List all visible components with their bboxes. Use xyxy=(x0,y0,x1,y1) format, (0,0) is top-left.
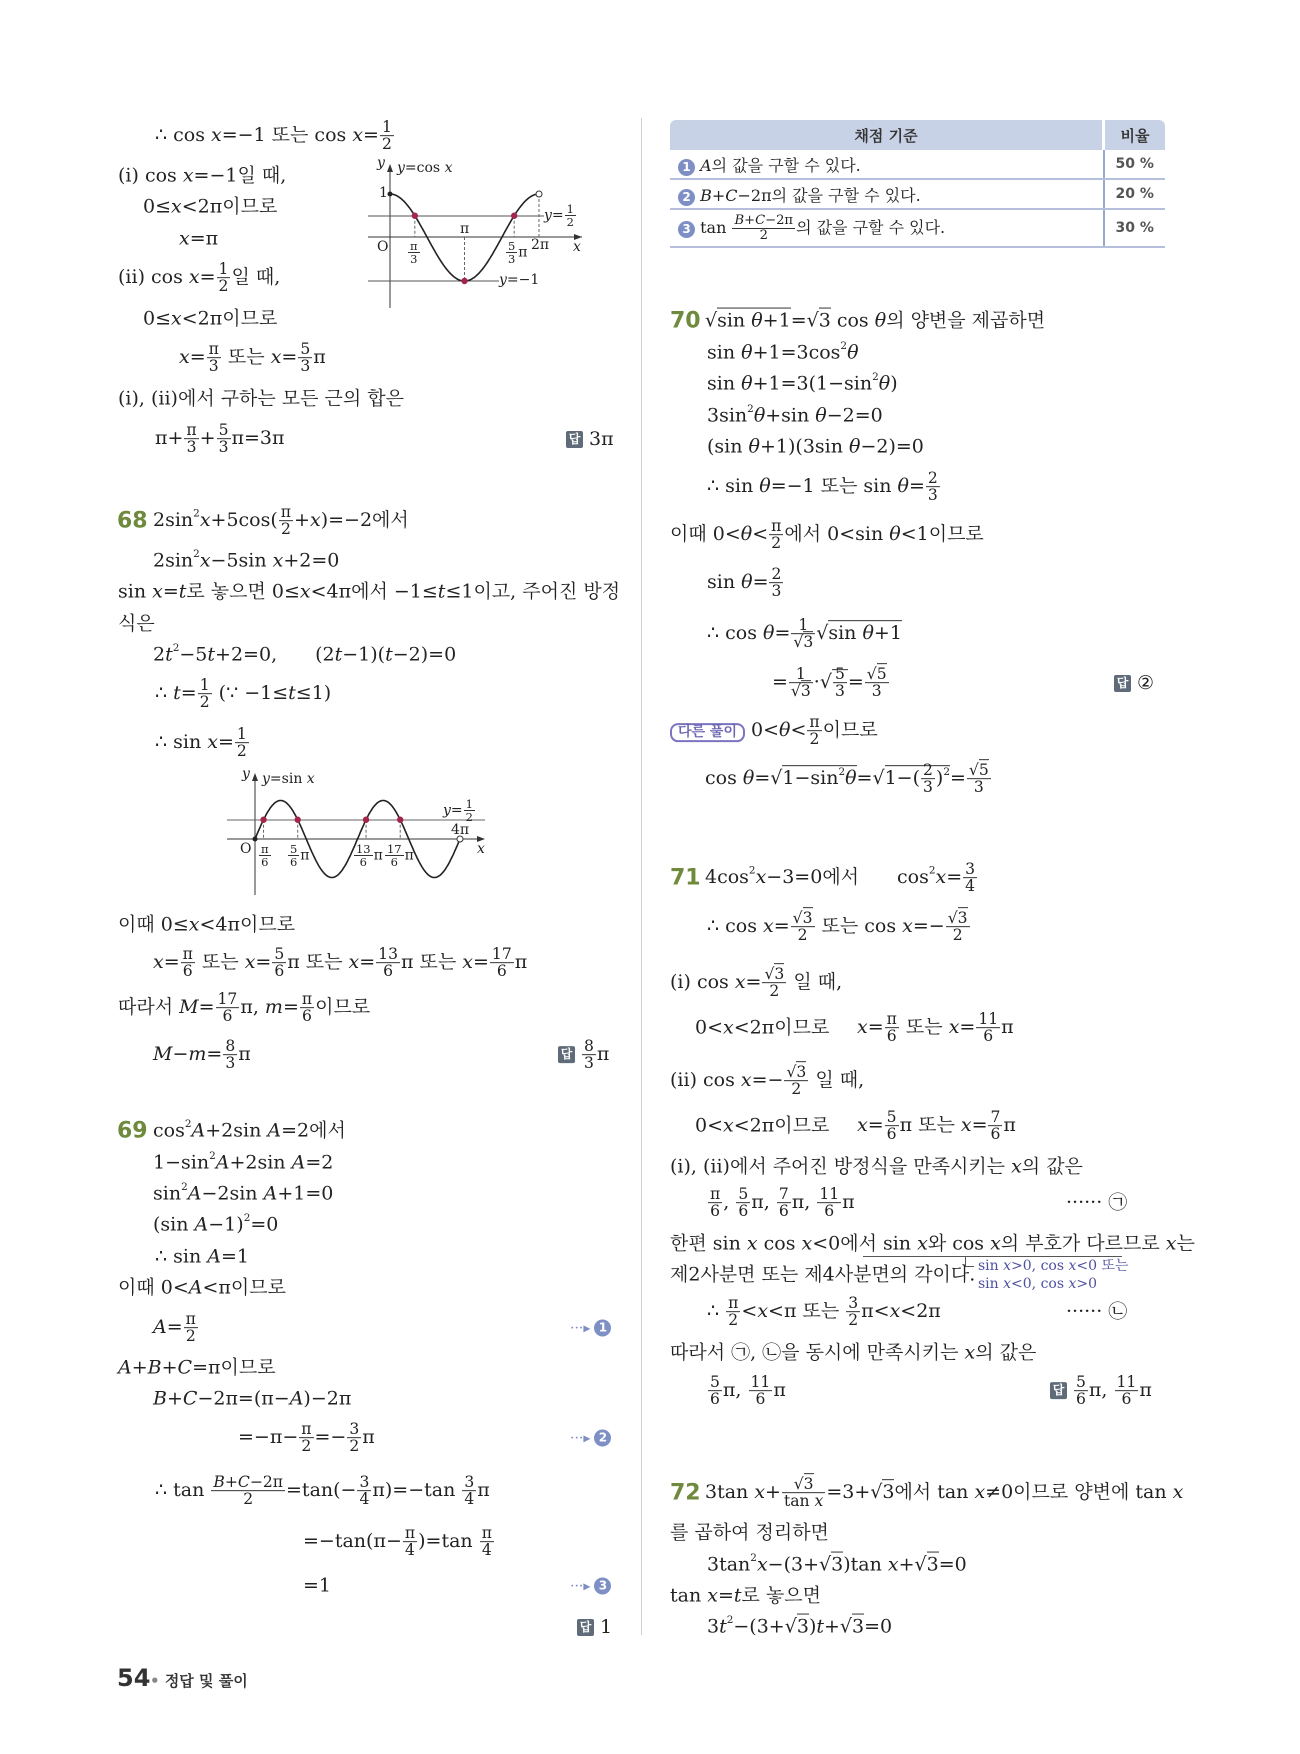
step-number: 2 xyxy=(678,189,695,206)
line-neg-label: y=−1 xyxy=(499,272,540,288)
criterion-text: A의 값을 구할 수 있다. xyxy=(700,155,861,175)
solution-line: ∴ sin θ=−1 또는 sin θ= $\frac{2}{3}$ xyxy=(707,469,938,505)
solution-line: M−m= $\frac{8}{3}$ π xyxy=(153,1037,251,1073)
solution-line: $\cos^2A+2\sin$ A=2에서 xyxy=(153,1118,346,1142)
answer-badge: 답 xyxy=(1050,1383,1067,1400)
solution-line: ∴ $\frac{\pi}{2}$ <x<π 또는 $\frac{3}{2}$ π<x<2π xyxy=(707,1294,941,1330)
solution-line: $3\tan^2x-(3+√3)\tan$ x+√3=0 xyxy=(707,1552,967,1576)
solution-line: $2\sin^2x-5\sin$ x+2=0 xyxy=(153,548,340,572)
origin-label: O xyxy=(240,841,252,857)
solution-line: (i) cos x= $\frac{√3}{2}$ 일 때, xyxy=(670,965,843,1001)
tick-4pi: 4π xyxy=(451,822,470,838)
ratio-cell: 30 % xyxy=(1104,209,1166,247)
step-number: 1 xyxy=(678,159,695,176)
answer xyxy=(558,1038,609,1072)
solution-line: ∴ sin x= $\frac{1}{2}$ xyxy=(155,725,247,761)
solution-line: sin x=t로 놓으면 0≤x<4π에서 −1≤t≤1이고, 주어진 방정 xyxy=(118,580,621,603)
intersection-point xyxy=(461,278,467,284)
solution-line: ∴ tan $\frac{B+C-2\pi}{2}$ =tan(− $\frac{3}{4}$ π)=−tan $\frac{3}{4}$ π xyxy=(155,1473,490,1509)
step-number: 2 xyxy=(594,1430,611,1447)
solution-line: x= $\frac{\pi}{3}$ 또는 x= $\frac{5}{3}$ π xyxy=(179,340,326,376)
solution-line: 따라서 ㉠, ㉡을 동시에 만족시키는 x의 값은 xyxy=(670,1341,1037,1364)
solution-line: =−π− $\frac{\pi}{2}$ =− $\frac{3}{2}$ π xyxy=(238,1420,375,1456)
criterion-text: B+C−2π의 값을 구할 수 있다. xyxy=(700,185,921,205)
intersection-point xyxy=(295,817,301,823)
solution-line: $\sin^2A-2\sin$ A+1=0 xyxy=(153,1181,334,1205)
solution-line: x= $\frac{\pi}{6}$ 또는 x= $\frac{5}{6}$ π 또는 x= $\frac{13}{6}$ π 또는 x= $\frac{17}{6}$ π xyxy=(153,945,528,981)
column-header: 채점 기준 xyxy=(670,120,1104,150)
solution-line: ∴ cos θ= $\frac{1}{√3}$ √sin θ+1 xyxy=(707,616,902,652)
answer-badge: 답 xyxy=(566,431,583,448)
solution-line: 이때 0≤x<4π이므로 xyxy=(118,913,296,936)
y-axis-arrow xyxy=(252,773,258,781)
intersection-point xyxy=(363,817,369,823)
underline xyxy=(863,1256,1122,1257)
solution-line: ∴ cos x=−1 또는 cos x= $\frac{1}{2}$ xyxy=(155,118,392,154)
y-axis-label: y xyxy=(242,766,250,782)
solution-line: 이때 0<A<π이므로 xyxy=(118,1276,286,1299)
problem-number: 70 xyxy=(670,308,701,334)
solution-line: (i), (ii)에서 구하는 모든 근의 합은 xyxy=(118,387,405,410)
solution-line: =−tan(π− $\frac{\pi}{4}$ )=tan $\frac{\pi}{4}$ xyxy=(303,1524,492,1560)
footer-title: • 정답 및 풀이 xyxy=(150,1672,248,1690)
tick-2pi: 2π xyxy=(531,237,550,253)
solution-line: $3t^2-(3+√3)t+√3=0$ xyxy=(707,1614,893,1638)
solution-line: 식은 xyxy=(118,612,155,635)
y-axis-label: y xyxy=(377,155,385,171)
tick-17pi-6: $\frac{17}{6}$ π xyxy=(387,842,414,870)
other-solution xyxy=(670,714,878,748)
problem-number: 69 xyxy=(117,1118,148,1144)
answer xyxy=(577,1616,612,1638)
answer xyxy=(1050,1374,1152,1408)
origin-label: O xyxy=(377,239,389,255)
answer xyxy=(566,428,614,450)
problem-number: 71 xyxy=(670,865,701,891)
solution-line: $\sin \theta+1=3\cos^2\theta$ xyxy=(707,340,859,364)
x-axis-label: x xyxy=(477,841,485,857)
table-row xyxy=(670,179,1165,209)
solution-line: (sin θ+1)(3sin θ−2)=0 xyxy=(707,435,924,458)
solution-line: 0≤x<2π이므로 xyxy=(143,307,278,330)
solution-line: ∴ t= $\frac{1}{2}$ (∵ −1≤t≤1) xyxy=(155,676,332,712)
solution-line: $4\cos^2x-3=0$에서 $\cos^2x=$ $\frac{3}{4}$ xyxy=(705,860,976,896)
tick-pi: π xyxy=(460,221,470,237)
table-header-row xyxy=(670,120,1165,150)
solution-line: A= $\frac{\pi}{2}$ xyxy=(153,1310,196,1346)
solution-line: 0<x<2π이므로 xyxy=(695,1016,830,1039)
solution-line: (i), (ii)에서 주어진 방정식을 만족시키는 x의 값은 xyxy=(670,1155,1083,1178)
line-half-label: y= $\frac{1}{2}$ xyxy=(544,203,577,228)
solution-line: $\frac{5}{6}$ π, $\frac{11}{6}$ π xyxy=(710,1373,786,1409)
step-marker-3 xyxy=(570,1578,611,1595)
answer-value: 1 xyxy=(600,1616,613,1638)
footer-title-text: 정답 및 풀이 xyxy=(164,1672,248,1690)
answer-badge: 답 xyxy=(1114,675,1131,692)
solution-line: $2\sin^2x+5\cos$( $\frac{\pi}{2}$ +x)=−2에서 xyxy=(153,503,409,539)
answer-value: $\frac{8}{3}$ π xyxy=(584,1037,610,1073)
step-arrow: ···▸ xyxy=(570,1430,591,1446)
step-number: 3 xyxy=(678,221,695,238)
answer-value: 3π xyxy=(589,428,614,450)
step-marker-2 xyxy=(570,1430,611,1447)
solution-line: 3tan x+ $\frac{√3}{\text{tan x}}$ =3+√3에서 tan x≠0이므로 양변에 tan x xyxy=(705,1475,1184,1511)
answer-value: ② xyxy=(1137,672,1155,694)
solution-line: 따라서 M= $\frac{17}{6}$ π, m= $\frac{\pi}{6}$ 이므로 xyxy=(118,990,371,1026)
step-number: 3 xyxy=(594,1578,611,1595)
column-divider xyxy=(641,118,642,1635)
open-endpoint xyxy=(536,191,542,197)
answer-value: $\frac{5}{6}$ π, $\frac{11}{6}$ π xyxy=(1076,1373,1152,1409)
intersection-point xyxy=(397,817,403,823)
start-point xyxy=(253,837,258,842)
ratio-cell: 20 % xyxy=(1104,179,1166,209)
x-axis-label: x xyxy=(573,239,581,255)
intersection-point xyxy=(260,817,266,823)
note-line: sin x>0, cos x<0 또는 xyxy=(978,1258,1129,1274)
other-solution-badge: 다른 풀이 xyxy=(670,723,745,742)
equation-mark-a: ······ ㉠ xyxy=(1066,1191,1128,1214)
y-axis-arrow xyxy=(387,164,393,172)
criterion-cell xyxy=(670,179,1104,209)
solution-line: x=π xyxy=(179,227,219,250)
solution-line: 0<x<2π이므로 xyxy=(695,1114,830,1137)
solution-line: (sin A−1)$^2$=0 xyxy=(153,1212,279,1236)
solution-line: (ii) cos x= $\frac{1}{2}$ 일 때, xyxy=(118,260,281,296)
tick-13pi-6: $\frac{13}{6}$ π xyxy=(356,842,383,870)
cos-graph xyxy=(360,155,620,315)
solution-line: = $\frac{1}{√3}$ ·√ $\frac{5}{3}$ = $\frac{√5}{3}$ xyxy=(772,665,887,701)
solution-line: π+ $\frac{\pi}{3}$ + $\frac{5}{3}$ π=3π xyxy=(155,421,285,457)
tick-pi-6: $\frac{\pi}{6}$ xyxy=(261,842,269,870)
solution-line: $\frac{\pi}{6}$ , $\frac{5}{6}$ π, $\frac{7}{6}$ π, $\frac{11}{6}$ π xyxy=(710,1185,855,1221)
sin-graph xyxy=(215,766,500,900)
problem-number: 72 xyxy=(670,1480,701,1506)
grading-criteria-table xyxy=(670,120,1165,248)
column-header: 비율 xyxy=(1104,120,1166,150)
page-number: 54 xyxy=(117,1664,151,1692)
table-row xyxy=(670,209,1165,247)
solution-line: sin θ= $\frac{2}{3}$ xyxy=(707,565,782,601)
step-number: 1 xyxy=(594,1320,611,1337)
solution-line: x= $\frac{5}{6}$ π 또는 x= $\frac{7}{6}$ π xyxy=(857,1108,1016,1144)
tick-pi-3: $\frac{\pi}{3}$ xyxy=(410,239,418,267)
side-note xyxy=(978,1258,1129,1293)
solution-line: $2t^2-5t+2=0$, (2t−1)(t−2)=0 xyxy=(153,642,457,666)
solution-line: 이때 0<θ< $\frac{\pi}{2}$ 에서 0<sin θ<1이므로 xyxy=(670,517,984,553)
curve-label: y=cos x xyxy=(397,160,453,176)
answer-badge: 답 xyxy=(558,1047,575,1064)
solution-line: √sin θ+1=√3 cos θ의 양변을 제곱하면 xyxy=(705,309,1046,332)
step-marker-1 xyxy=(570,1320,611,1337)
solution-line: $\sin \theta+1=3(1-\sin^2\theta)$ xyxy=(707,371,898,395)
solution-line: (ii) cos x=− $\frac{√3}{2}$ 일 때, xyxy=(670,1063,865,1099)
step-arrow: ···▸ xyxy=(570,1320,591,1336)
step-arrow: ···▸ xyxy=(570,1578,591,1594)
solution-line: =1 xyxy=(303,1574,332,1597)
problem-number: 68 xyxy=(117,508,148,534)
solution-line: 0<θ< $\frac{\pi}{2}$ 이므로 xyxy=(750,713,878,749)
solution-line: 를 곱하여 정리하면 xyxy=(670,1521,829,1544)
equation-mark-b: ······ ㉡ xyxy=(1066,1300,1128,1323)
solution-line: 제2사분면 또는 제4사분면의 각이다. xyxy=(670,1263,976,1286)
solution-line: ∴ cos x= $\frac{√3}{2}$ 또는 cos x=− $\frac{√3}{2}$ xyxy=(707,909,968,945)
intersection-point xyxy=(412,213,418,219)
criterion-text: tan $\frac{B+C-2\pi}{2}$ 의 값을 구할 수 있다. xyxy=(700,212,946,243)
solution-line: x= $\frac{\pi}{6}$ 또는 x= $\frac{11}{6}$ π xyxy=(857,1010,1014,1046)
solution-line: (i) cos x=−1일 때, xyxy=(118,164,287,187)
solution-line: $1-\sin^2A+2\sin$ A=2 xyxy=(153,1150,334,1174)
answer xyxy=(1114,672,1154,694)
curve-label: y=sin x xyxy=(262,771,315,787)
criterion-cell xyxy=(670,150,1104,179)
line-half-label: y= $\frac{1}{2}$ xyxy=(443,797,473,825)
answer-badge: 답 xyxy=(577,1619,594,1636)
solution-line: 0≤x<2π이므로 xyxy=(143,195,278,218)
solution-line: $\cos \theta=√1-\sin^2\theta=√1-$( $\frac{2}{3}$ )$^2$= $\frac{√5}{3}$ xyxy=(705,761,989,797)
intersection-point xyxy=(511,213,517,219)
solution-line: ∴ sin A=1 xyxy=(155,1245,249,1268)
solution-line: $3\sin^2\theta+\sin$ θ−2=0 xyxy=(707,403,883,427)
solution-line: 한편 sin x cos x<0에서 sin x와 cos x의 부호가 다르므로 x는 xyxy=(670,1232,1195,1255)
solution-line: tan x=t로 놓으면 xyxy=(670,1584,821,1607)
tick-5pi-6: $\frac{5}{6}$ π xyxy=(290,842,310,870)
solution-line: B+C−2π=(π−A)−2π xyxy=(153,1387,352,1410)
ratio-cell: 50 % xyxy=(1104,150,1166,179)
cos-graph-plot xyxy=(360,160,620,315)
solution-line: A+B+C=π이므로 xyxy=(118,1356,276,1379)
tick-one: 1 xyxy=(379,185,388,201)
tick-5pi-3: $\frac{5}{3}$ π xyxy=(508,239,528,267)
start-point xyxy=(388,192,393,197)
table-row xyxy=(670,150,1165,179)
note-line: sin x<0, cos x>0 xyxy=(978,1275,1098,1292)
criterion-cell xyxy=(670,209,1104,247)
